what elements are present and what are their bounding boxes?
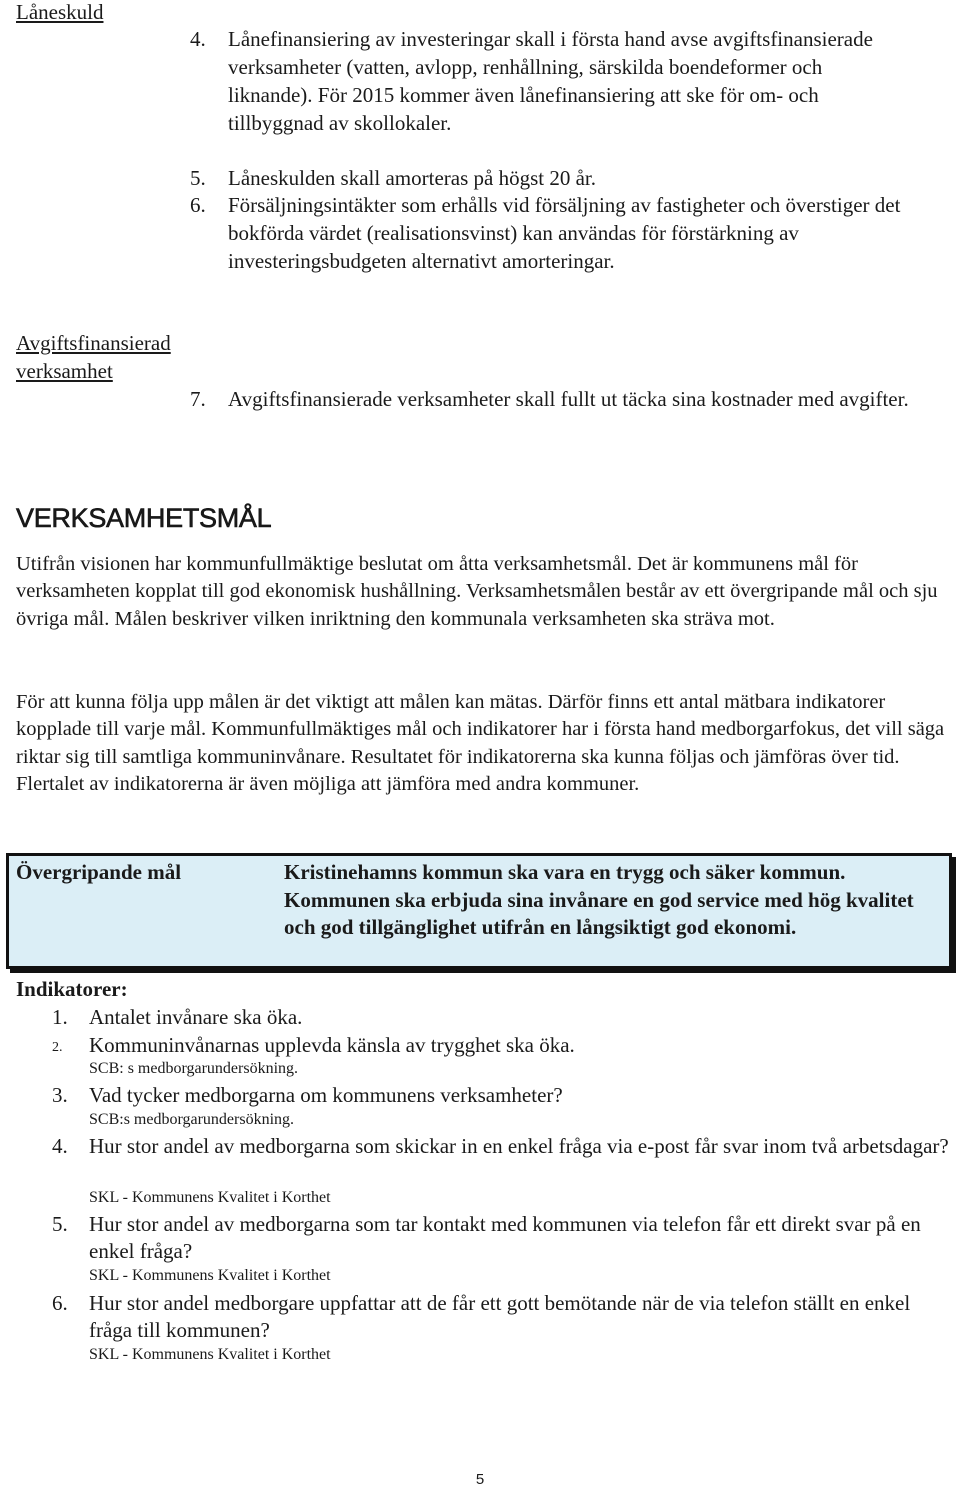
indicator-item: [52, 1211, 952, 1265]
margin-heading-verksamhet: verksamhet: [16, 359, 113, 383]
rule-text: Avgiftsfinansierade verksamheter skall fullt ut täcka sina kostnader med avgifter.: [228, 387, 909, 411]
indicator-number: 6.: [52, 1291, 68, 1315]
section-heading: VERKSAMHETSMÅL: [16, 503, 272, 533]
goal-text: Kristinehamns kommun ska vara en trygg och säker kommun. Kommunen ska erbjuda sina invånare en god service med hög kvalitet och god tillgänglighet utifrån en långsiktigt god ekonomi.: [284, 860, 914, 939]
indicator-item: [52, 1290, 952, 1344]
rule-number: 4.: [190, 27, 206, 51]
indicator-item: [52, 1004, 952, 1031]
indicator-item: [52, 1133, 952, 1160]
indicator-item: [52, 1082, 952, 1109]
rule-item-6: [190, 191, 910, 275]
rule-text: Försäljningsintäkter som erhålls vid försäljning av fastigheter och överstiger det bokförda värdet (realisationsvinst) kan användas för förstärkning av investeringsbudgeten alternativt amorteringar.: [228, 193, 901, 273]
indicators-heading: Indikatorer:: [16, 977, 128, 1001]
rule-item-4: [190, 25, 910, 137]
margin-heading-laneskuld: Låneskuld: [16, 0, 104, 24]
indicator-source: SCB:s medborgarundersökning.: [89, 1111, 295, 1128]
indicator-text: Hur stor andel medborgare uppfattar att de får ett gott bemötande när de via telefon ställt en enkel fråga till kommunen?: [89, 1291, 911, 1342]
indicator-source: SKL - Kommunens Kvalitet i Korthet: [89, 1189, 331, 1206]
rule-item-7: [190, 385, 910, 413]
indicator-text: Kommuninvånarnas upplevda känsla av trygghet ska öka.: [89, 1033, 575, 1057]
indicator-text: Antalet invånare ska öka.: [89, 1005, 303, 1029]
indicator-number: 4.: [52, 1134, 68, 1158]
section-paragraph-1: Utifrån visionen har kommunfullmäktige beslutat om åtta verksamhetsmål. Det är kommunens mål för verksamheten kopplat till god ekonomisk hushållning. Verksamhetsmålen består av ett övergripande mål och sju övriga mål. Målen beskriver vilken inriktning den kommunala verksamheten ska sträva mot.: [16, 553, 938, 630]
indicator-number: 1.: [52, 1005, 68, 1029]
rule-number: 6.: [190, 193, 206, 217]
rule-item-5: [190, 164, 910, 192]
rule-text: Lånefinansiering av investeringar skall i första hand avse avgiftsfinansierade verksamheter (vatten, avlopp, renhållning, särskilda boendeformer och liknande). För 2015 kommer även lånefinansiering att ske för om- och tillbyggnad av skollokaler.: [228, 27, 873, 135]
indicator-source: SKL - Kommunens Kvalitet i Korthet: [89, 1267, 331, 1284]
indicator-number: 3.: [52, 1083, 68, 1107]
rule-number: 7.: [190, 387, 206, 411]
section-paragraph-2: För att kunna följa upp målen är det viktigt att målen kan mätas. Därför finns ett antal mätbara indikatorer kopplade till varje mål. Kommunfullmäktiges mål och indikatorer har i första hand medborgarfokus, det vill säga riktar sig till samtliga kommuninvånare. Resultatet för indikatorerna ska kunna följas och jämföras över tid. Flertalet av indikatorerna är även möjliga att jämföra med andra kommuner.: [16, 691, 945, 795]
indicator-source: SCB: s medborgarundersökning.: [89, 1060, 299, 1077]
indicator-item: [52, 1032, 952, 1059]
indicator-number: 5.: [52, 1212, 68, 1236]
indicator-number: 2.: [52, 1040, 63, 1055]
indicator-text: Hur stor andel av medborgarna som tar kontakt med kommunen via telefon får ett direkt svar på en enkel fråga?: [89, 1212, 921, 1263]
rule-text: Låneskulden skall amorteras på högst 20 år.: [228, 166, 596, 190]
indicator-source: SKL - Kommunens Kvalitet i Korthet: [89, 1346, 331, 1363]
page-number: 5: [475, 1471, 485, 1488]
indicator-text: Vad tycker medborgarna om kommunens verksamheter?: [89, 1083, 563, 1107]
margin-heading-avgiftsfinansierad: Avgiftsfinansierad: [16, 331, 171, 355]
indicator-text: Hur stor andel av medborgarna som skickar in en enkel fråga via e-post får svar inom två arbetsdagar?: [89, 1134, 949, 1158]
goal-label: Övergripande mål: [16, 860, 182, 884]
rule-number: 5.: [190, 166, 206, 190]
